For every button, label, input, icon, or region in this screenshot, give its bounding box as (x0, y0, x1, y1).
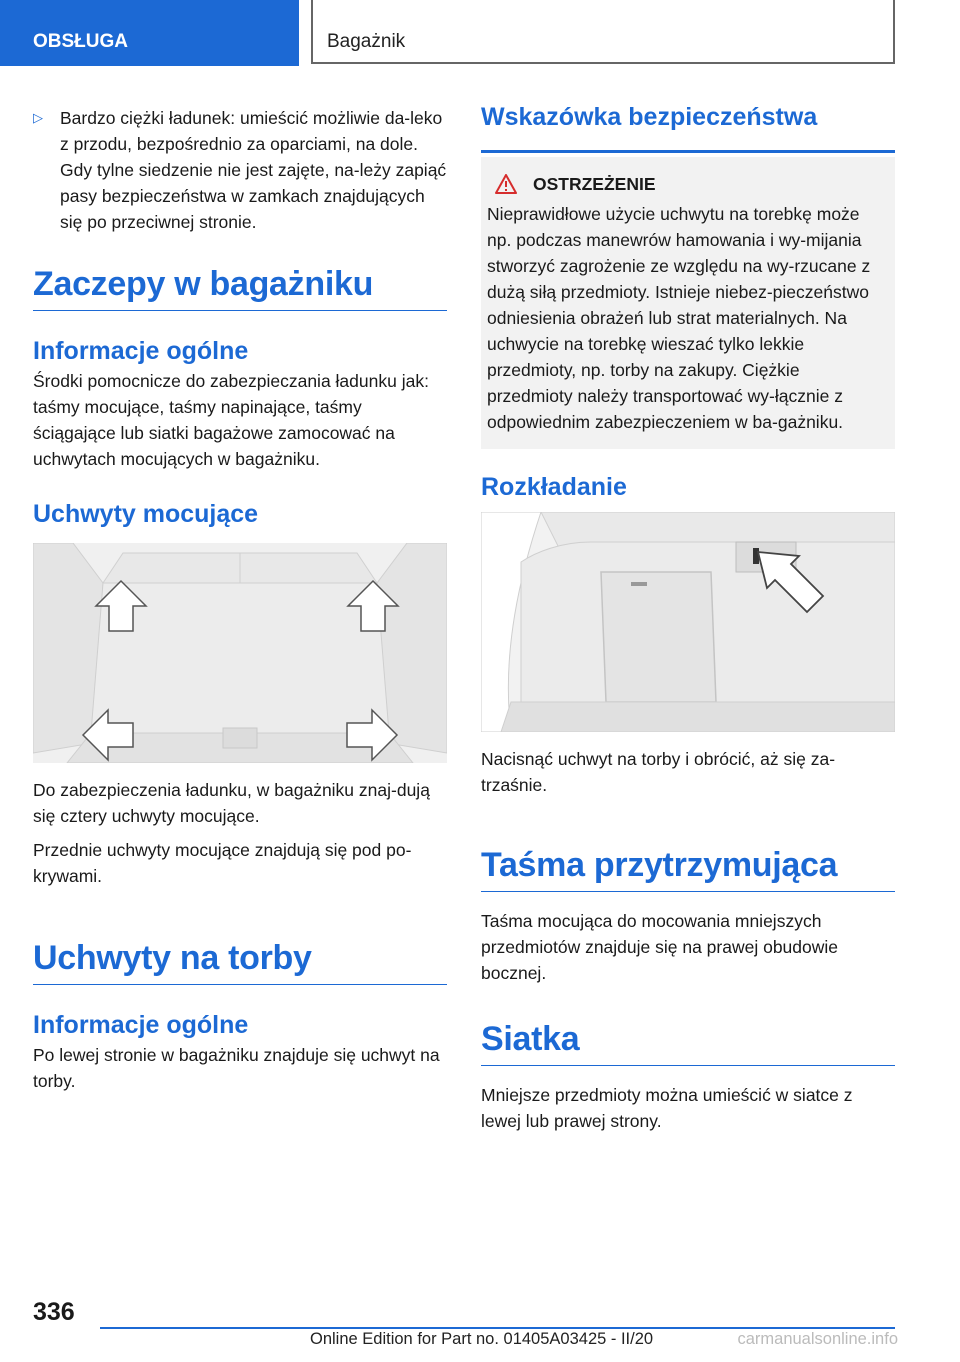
warning-text: Nieprawidłowe użycie uchwytu na torebkę może np. podczas manewrów hamowania i wy-mijania stworzyć zagrożenie ze względu na wy-rzucane z dużą siłą przedmioty. Istnieje niebez-pieczeństwo odniesienia obrażeń lub strat materialnych. Na uchwycie na torebkę wieszać tylko lekkie przedmioty, np. torby na zakupy. Ciężkie przedmioty należy transportować wy-łącznie z odpowiednim zabezpieczeniem w ba-gażniku. (487, 204, 871, 432)
heading-bag-hooks: Uchwyty na torby (33, 939, 447, 985)
bullet-item (33, 105, 447, 235)
edition-info: Online Edition for Part no. 01405A03425 - II/20 (310, 1330, 654, 1348)
page-header (0, 0, 960, 66)
cargo-area-figure (33, 543, 447, 763)
section-tab: OBSŁUGA (0, 0, 299, 66)
triangle-bullet-icon: ▷ (33, 110, 43, 125)
chapter-title: Bagażnik (311, 0, 895, 64)
right-column (481, 95, 895, 1134)
heading-safety-note: Wskazówka bezpieczeństwa (481, 103, 895, 153)
warning-triangle-icon (495, 174, 517, 194)
heading-lashing-points: Zaczepy w bagażniku (33, 265, 447, 311)
footer-divider (100, 1327, 895, 1329)
watermark: carmanualsonline.info (737, 1330, 898, 1348)
warning-box (481, 157, 895, 449)
general-info-2-text: Po lewej stronie w bagażniku znajduje się uchwyt na torby. (33, 1045, 440, 1091)
net-text: Mniejsze przedmioty można umieścić w siatce z lewej lub prawej strony. (481, 1085, 853, 1131)
warning-title (487, 171, 881, 197)
heading-retaining-strap: Taśma przytrzymująca (481, 846, 895, 892)
left-column (33, 95, 447, 1094)
bag-hook-illustration (481, 512, 895, 732)
heading-lashing-eyes: Uchwyty mocujące (33, 500, 259, 528)
cargo-area-illustration (33, 543, 447, 763)
bag-hook-figure (481, 512, 895, 732)
warning-title-text: OSTRZEŻENIE (533, 174, 656, 194)
heading-general-info-1: Informacje ogólne (33, 337, 249, 365)
page-number: 336 (33, 1298, 75, 1326)
heading-unfolding: Rozkładanie (481, 473, 627, 501)
bullet-text: Bardzo ciężki ładunek: umieścić możliwie da-leko z przodu, bezpośrednio za oparciami, na dole. Gdy tylne siedzenie nie jest zajęte, na-leży zapiąć pasy bezpieczeństwa w zamkach znajdujących się po przeciwnej stronie. (60, 108, 447, 232)
heading-general-info-2: Informacje ogólne (33, 1011, 249, 1039)
lashing-eyes-text-1: Do zabezpieczenia ładunku, w bagażniku znaj-dują się cztery uchwyty mocujące. (33, 780, 430, 826)
general-info-1-text: Środki pomocnicze do zabezpieczania ładunku jak: taśmy mocujące, taśmy napinające, taśmy ściągające lub siatki bagażowe zamocować na uchwytach mocujących w bagażniku. (33, 371, 429, 469)
retaining-strap-text: Taśma mocująca do mocowania mniejszych przedmiotów znajduje się na prawej obudowie bocznej. (481, 911, 839, 983)
heading-net: Siatka (481, 1020, 895, 1066)
unfolding-text: Nacisnąć uchwyt na torby i obrócić, aż się za-trzaśnie. (481, 749, 836, 795)
lashing-eyes-text-2: Przednie uchwyty mocujące znajdują się pod po-krywami. (33, 840, 412, 886)
